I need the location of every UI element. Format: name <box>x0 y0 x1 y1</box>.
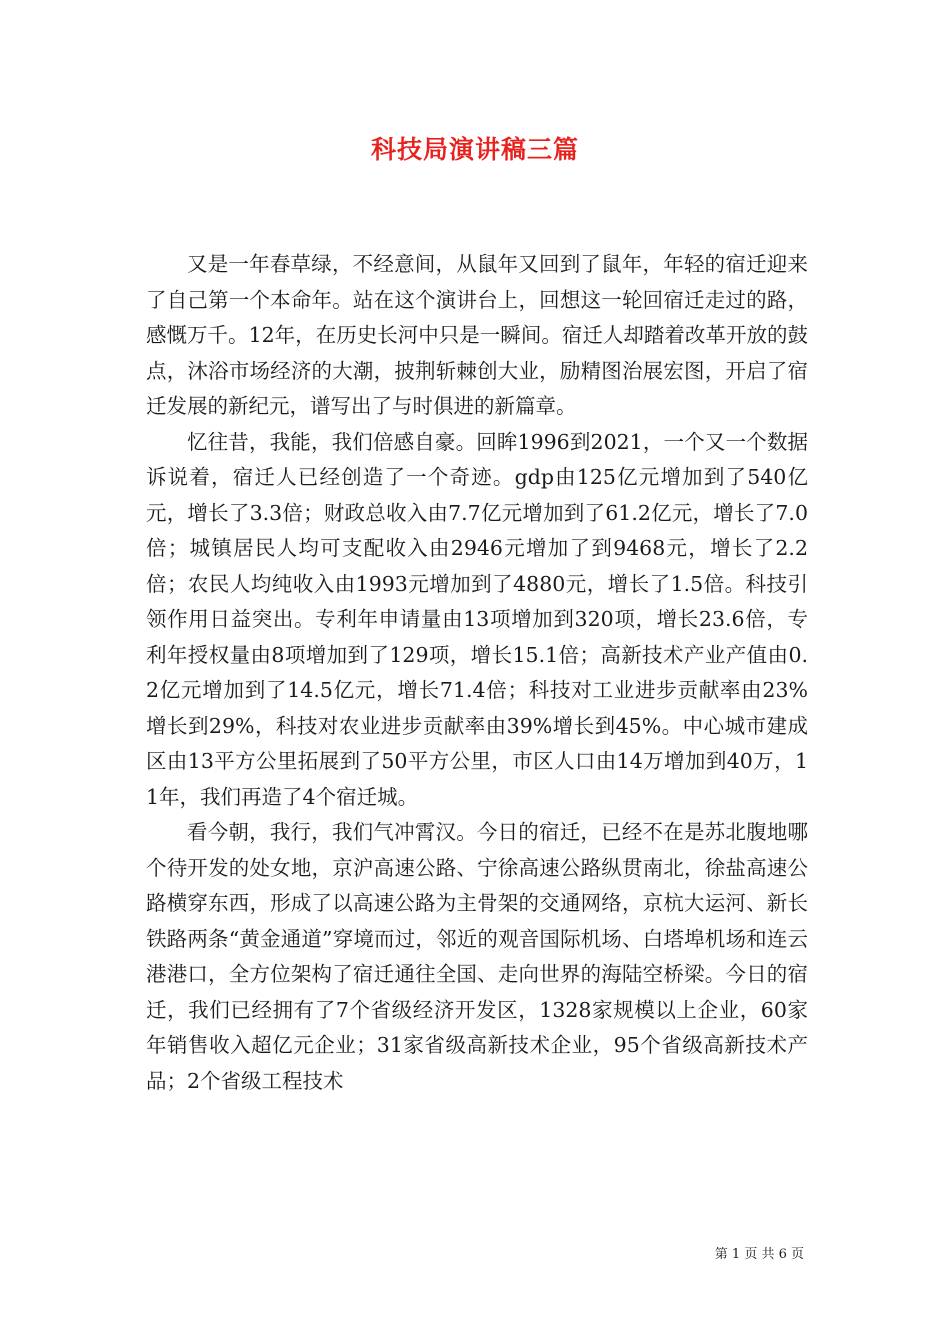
document-body <box>146 247 808 1099</box>
paragraph-3: 看今朝，我行，我们气冲霄汉。今日的宿迁，已经不在是苏北腹地哪个待开发的处女地，京沪高速公路、宁徐高速公路纵贯南北，徐盐高速公路横穿东西，形成了以高速公路为主骨架的交通网络，京杭大运河、新长铁路两条“黄金通道”穿境而过，邻近的观音国际机场、白塔埠机场和连云港港口，全方位架构了宿迁通往全国、走向世界的海陆空桥梁。今日的宿迁，我们已经拥有了7个省级经济开发区，1328家规模以上企业，60家年销售收入超亿元企业；31家省级高新技术企业，95个省级高新技术产品；2个省级工程技术 <box>146 820 808 1093</box>
paragraph-2: 忆往昔，我能，我们倍感自豪。回眸1996到2021，一个又一个数据诉说着，宿迁人已经创造了一个奇迹。gdp由125亿元增加到了540亿元，增长了3.3倍；财政总收入由7.7亿元增加到了61.2亿元，增长了7.0倍；城镇居民人均可支配收入由2946元增加了到9468元，增长了2.2倍；农民人均纯收入由1993元增加到了4880元，增长了1.5倍。科技引领作用日益突出。专利年申请量由13项增加到320项，增长23.6倍，专利年授权量由8项增加到了129项，增长15.1倍；高新技术产业产值由0.2亿元增加到了14.5亿元，增长71.4倍；科技对工业进步贡献率由23%增长到29%，科技对农业进步贡献率由39%增长到45%。中心城市建成区由13平方公里拓展到了50平方公里，市区人口由14万增加到40万，11年，我们再造了4个宿迁城。 <box>146 429 808 809</box>
document-title: 科技局演讲稿三篇 <box>370 135 579 164</box>
paragraph-1: 又是一年春草绿，不经意间，从鼠年又回到了鼠年，年轻的宿迁迎来了自己第一个本命年。站在这个演讲台上，回想这一轮回宿迁走过的路，感慨万千。12年，在历史长河中只是一瞬间。宿迁人却踏着改革开放的鼓点，沐浴市场经济的大潮，披荆斩棘创大业，励精图治展宏图，开启了宿迁发展的新纪元，谱写出了与时俱进的新篇章。 <box>146 252 808 418</box>
page-number-footer: 第 1 页 共 6 页 <box>714 1247 804 1262</box>
